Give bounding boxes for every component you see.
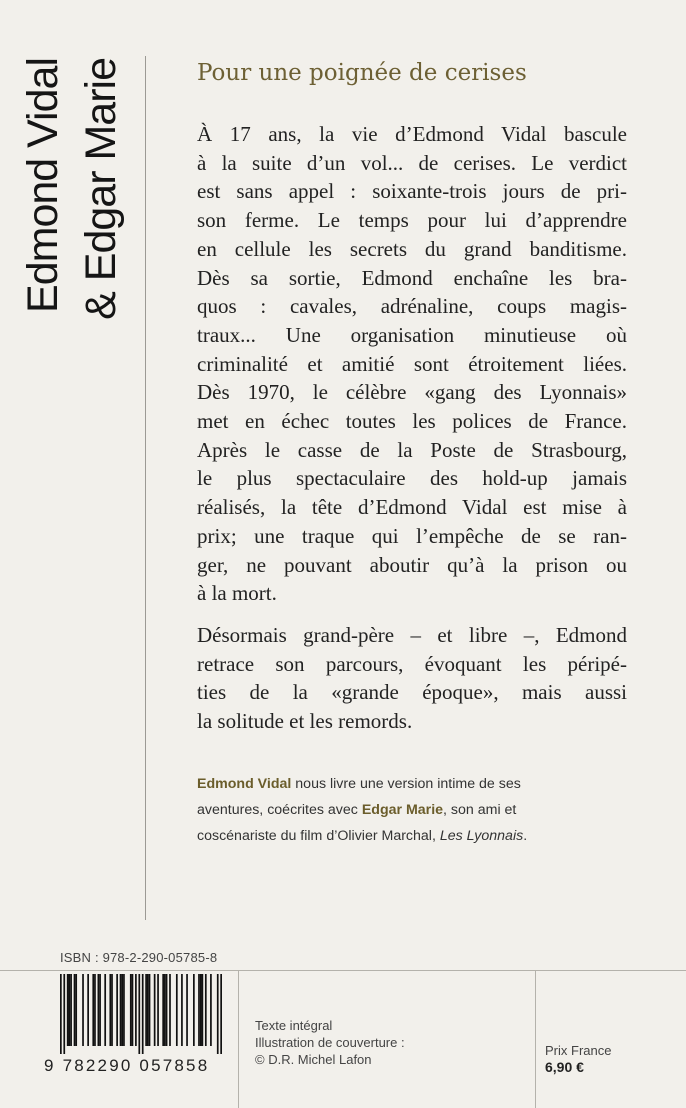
barcode-bar — [63, 974, 65, 1054]
author-names-vertical — [14, 58, 134, 378]
barcode-bar — [69, 974, 71, 1046]
summary-line: met en échec toutes les polices de France. — [197, 409, 627, 434]
barcode-bar — [176, 974, 178, 1046]
barcode-bar — [67, 974, 69, 1046]
isbn: ISBN : 978-2-290-05785-8 — [60, 950, 218, 965]
barcode-bar — [138, 974, 140, 1054]
promo-line-1 — [197, 771, 637, 797]
promo-text-4: coscénariste du film d’Olivier Marchal, — [197, 828, 440, 844]
promo-film-title: Les Lyonnais — [439, 828, 524, 844]
barcode-digits: 9 782290 057858 — [44, 1056, 210, 1075]
barcode-bar — [60, 974, 62, 1054]
barcode-bar — [92, 974, 94, 1046]
barcode — [60, 974, 222, 1054]
summary-line: Dès 1970, le célèbre «gang des Lyonnais» — [197, 380, 627, 405]
summary-line: Dès sa sortie, Edmond enchaîne les bra- — [197, 265, 627, 290]
barcode-bar — [200, 974, 202, 1046]
price-value: 6,90 € — [545, 1059, 584, 1075]
barcode-bar — [169, 974, 171, 1046]
barcode-bar — [70, 974, 72, 1046]
summary-line: ties de la «grande époque», mais aussi — [197, 680, 627, 705]
summary-line: est sans appel : soixante-trois jours de pri- — [197, 179, 627, 204]
barcode-bar — [166, 974, 168, 1046]
promo-author-2: Edgar Marie — [361, 802, 444, 818]
promo-text-5: . — [523, 828, 528, 844]
summary-line: quos : cavales, adrénaline, coups magis- — [197, 294, 627, 319]
summary-line: À 17 ans, la vie d’Edmond Vidal bascule — [197, 122, 627, 146]
credits-line-3: © D.R. Michel Lafon — [255, 1052, 372, 1067]
summary-line: à la suite d’un vol... de cerises. Le verdict — [197, 150, 627, 175]
summary-line: Désormais grand-père – et libre –, Edmond — [197, 622, 627, 647]
barcode-bar — [109, 974, 111, 1046]
summary-line: en cellule les secrets du grand banditisme. — [197, 236, 627, 261]
barcode-bar — [181, 974, 183, 1046]
summary-line: réalisés, la tête d’Edmond Vidal est mise à — [197, 495, 627, 520]
barcode-bar — [121, 974, 123, 1046]
barcode-bar — [210, 974, 212, 1046]
summary-line: traux... Une organisation minutieuse où — [197, 322, 627, 347]
promo-text-3: , son ami et — [443, 802, 517, 818]
barcode-bar — [74, 974, 76, 1046]
barcode-bar — [202, 974, 204, 1046]
barcode-bar — [147, 974, 149, 1046]
price-block — [545, 1042, 611, 1076]
barcode-bar — [94, 974, 96, 1046]
barcode-bar — [120, 974, 122, 1046]
barcode-bar — [130, 974, 132, 1046]
barcode-bar — [198, 974, 200, 1046]
vertical-divider — [145, 56, 146, 920]
promo-text-2: aventures, coécrites avec — [197, 802, 362, 818]
barcode-bar — [132, 974, 134, 1046]
barcode-bar — [164, 974, 166, 1046]
summary-text — [197, 120, 627, 749]
barcode-bar — [104, 974, 106, 1046]
price-label: Prix France — [545, 1043, 612, 1058]
promo-line-3 — [197, 823, 637, 849]
barcode-bar — [111, 974, 113, 1046]
barcode-bar — [98, 974, 100, 1046]
barcode-bar — [142, 974, 144, 1054]
credits-line-2: Illustration de couverture : — [255, 1035, 405, 1050]
summary-line: criminalité et amitié sont étroitement liées. — [197, 351, 627, 376]
promo-line-2 — [197, 797, 637, 823]
summary-line: retrace son parcours, évoquant les péripé- — [197, 651, 627, 676]
barcode-bar — [116, 974, 118, 1046]
summary-line: à la mort. — [197, 581, 277, 606]
promo-text-1: nous livre une version intime de ses — [291, 776, 521, 792]
summary-paragraph-2 — [197, 621, 627, 736]
barcode-bar — [149, 974, 151, 1046]
summary-line: prix; une traque qui l’empêche de se ran- — [197, 523, 627, 548]
horizontal-divider — [0, 970, 686, 971]
barcode-bar — [220, 974, 222, 1054]
promo-text — [197, 771, 637, 849]
book-title: Pour une poignée de cerises — [197, 60, 527, 86]
summary-line: la solitude et les remords. — [197, 709, 413, 734]
promo-author-1: Edmond Vidal — [197, 776, 292, 792]
summary-paragraph-1 — [197, 120, 627, 608]
barcode-bar — [205, 974, 207, 1046]
summary-line: le plus spectaculaire des hold-up jamais — [197, 466, 627, 491]
summary-line: Après le casse de la Poste de Strasbourg, — [197, 437, 627, 462]
credits-line-1: Texte intégral — [255, 1018, 333, 1033]
vertical-separator-left — [238, 970, 239, 1108]
vertical-separator-right — [535, 970, 536, 1108]
author-name-2: & Edgar Marie — [77, 58, 125, 320]
barcode-bar — [99, 974, 101, 1046]
barcode-bar — [82, 974, 84, 1046]
author-name-1: Edmond Vidal — [19, 58, 67, 313]
barcode-bar — [75, 974, 77, 1046]
barcode-bar — [87, 974, 89, 1046]
barcode-bar — [217, 974, 219, 1054]
barcode-bar — [186, 974, 188, 1046]
barcode-bar — [193, 974, 195, 1046]
summary-line: ger, ne pouvant aboutir qu’à la prison ou — [197, 552, 627, 577]
barcode-bar — [157, 974, 159, 1046]
summary-line: son ferme. Le temps pour lui d’apprendre — [197, 208, 627, 233]
barcode-bar — [154, 974, 156, 1046]
barcode-bar — [162, 974, 164, 1046]
barcode-bar — [135, 974, 137, 1046]
barcode-bar — [145, 974, 147, 1046]
credits — [255, 1017, 405, 1068]
barcode-bar — [123, 974, 125, 1046]
